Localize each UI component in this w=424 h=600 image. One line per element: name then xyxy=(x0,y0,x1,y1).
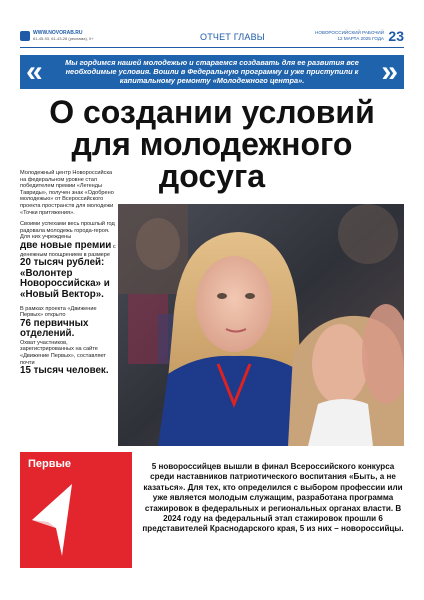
section-title: ОТЧЕТ ГЛАВЫ xyxy=(200,32,265,42)
article-photo xyxy=(118,204,404,446)
dvizhenie-pervyh-logo xyxy=(20,452,132,568)
photo-girls-icon xyxy=(118,204,404,446)
fact-paragraph: Молодежный центр Новороссийска на федеральном уровне стал победителем премии «Легенды Тавриды», получен знак «Одобрено молодежью» от Всероссийского проекта пространств для молодежи «Точки притяжения». xyxy=(20,170,114,216)
quote-band xyxy=(20,55,404,89)
logo-emblem-icon xyxy=(28,478,88,558)
quote-open-icon: « xyxy=(26,55,43,88)
headline-line: О создании условий xyxy=(49,94,375,130)
newspaper-title: НОВОРОССИЙСКИЙ РАБОЧИЙ xyxy=(315,30,384,35)
fact-text: с денежным поощрением в размере xyxy=(20,243,116,258)
quote-close-icon: » xyxy=(381,55,398,88)
fact-highlight: 76 первичных отделений. xyxy=(20,317,89,340)
headline-line: для молодежного xyxy=(71,126,353,162)
headline-line: досуга xyxy=(158,158,266,194)
fact-text: Своими успехами весь прошлый год радовала молодежь города-героя. Для них учреждены xyxy=(20,221,115,241)
newspaper-logo-icon xyxy=(20,31,30,41)
site-url[interactable]: WWW.NOVORAB.RU xyxy=(33,30,83,36)
page-number: 23 xyxy=(388,28,404,44)
newspaper-name xyxy=(315,30,384,41)
sidebar-facts xyxy=(20,170,116,382)
issue-date: 12 МАРТА 2025 ГОДА xyxy=(337,35,384,41)
logo-text: Первые xyxy=(28,458,72,470)
fact-text: Охват участников, зарегистрированных на сайте «Движение Первых», составляет почти xyxy=(20,339,106,366)
fact-highlight: две новые премии xyxy=(20,239,112,251)
fact-text: В рамках проекта «Движение Первых» открыто xyxy=(20,305,97,319)
fact-paragraph xyxy=(20,221,116,300)
fact-highlight: 15 тысяч человек. xyxy=(20,365,109,377)
bottom-paragraph: 5 новороссийцев вышли в финал Всероссийского конкурса среди наставников патриотического воспитания «Быть, а не казаться». Для тех, кто определился с выбором профессии или уже является молодым служащим, разработана программа стажировок в федеральных и региональных органах власти. В 2024 году на федеральный этап стажировок прошли 6 представителей Краснодарского края, 5 из них – новороссийцы. xyxy=(142,462,404,534)
phones: 61-45-93, 61-43-28 (реклама), 0+ xyxy=(33,36,94,41)
fact-highlight: 20 тысяч рублей: «Волонтер Новороссийска» и «Новый Вектор». xyxy=(20,257,110,300)
quote-text: Мы гордимся нашей молодежью и стараемся создавать для ее развития все необходимые условия. Вошли в Федеральную программу и уже приступили к капитальному ремонту «Молодежного центра». xyxy=(65,58,359,86)
fact-paragraph xyxy=(20,306,116,377)
page-header xyxy=(20,30,404,48)
